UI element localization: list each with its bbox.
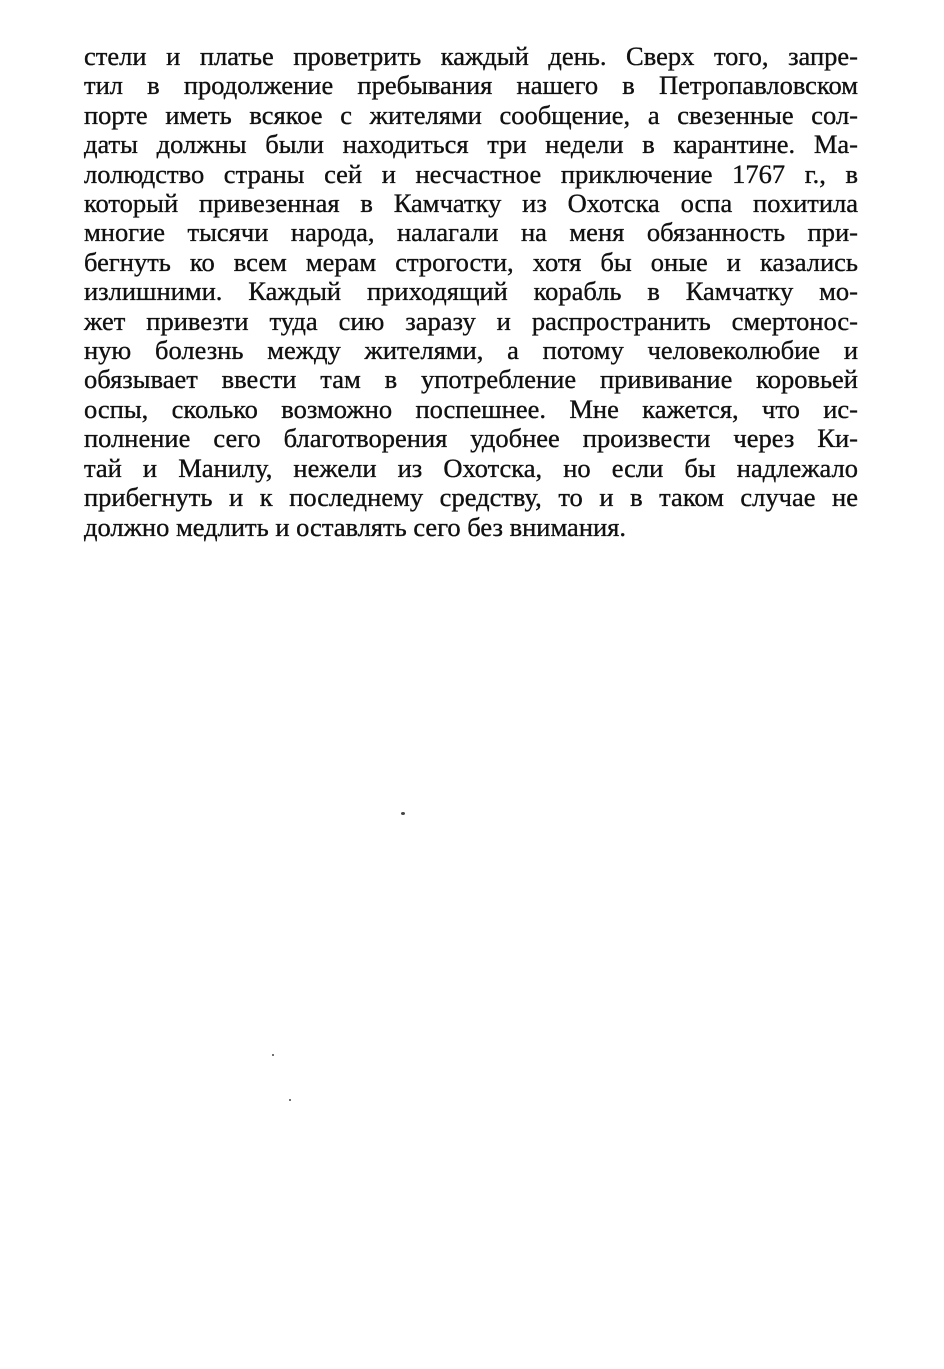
- scan-speck: [401, 812, 405, 815]
- text-line: который привезенная в Камчатку из Охотска оспа похитила: [84, 188, 858, 219]
- text-line: излишними. Каждый приходящий корабль в Камчатку мо-: [84, 276, 858, 307]
- scan-speck: [272, 1054, 274, 1056]
- text-line: жет привезти туда сию заразу и распространить смертонос-: [84, 305, 858, 336]
- text-line: даты должны были находиться три недели в карантине. Ма-: [84, 129, 858, 160]
- text-line: тил в продолжение пребывания нашего в Петропавловском: [84, 70, 858, 101]
- text-line: тай и Манилу, нежели из Охотска, но если бы надлежало: [84, 452, 858, 483]
- text-line: лолюдство страны сей и несчастное приключение 1767 г., в: [84, 158, 858, 189]
- text-line: стели и платье проветрить каждый день. Сверх того, запре-: [84, 41, 858, 71]
- text-line: порте иметь всякое с жителями сообщение, а свезенные сол-: [84, 99, 858, 130]
- text-line: многие тысячи народа, налагали на меня обязанность при-: [84, 217, 858, 248]
- text-line: полнение сего благотворения удобнее произвести через Ки-: [84, 423, 858, 454]
- body-paragraph: [84, 42, 858, 542]
- text-line: должно медлить и оставлять сего без внимания.: [84, 511, 626, 542]
- text-line: обязывает ввести там в употребление прививание коровьей: [84, 364, 858, 395]
- text-line: оспы, сколько возможно поспешнее. Мне кажется, что ис-: [84, 393, 858, 424]
- scan-speck: [289, 1099, 291, 1101]
- text-line: ную болезнь между жителями, а потому человеколюбие и: [84, 335, 858, 366]
- text-line: прибегнуть и к последнему средству, то и в таком случае не: [84, 482, 858, 513]
- text-line: бегнуть ко всем мерам строгости, хотя бы оные и казались: [84, 246, 858, 277]
